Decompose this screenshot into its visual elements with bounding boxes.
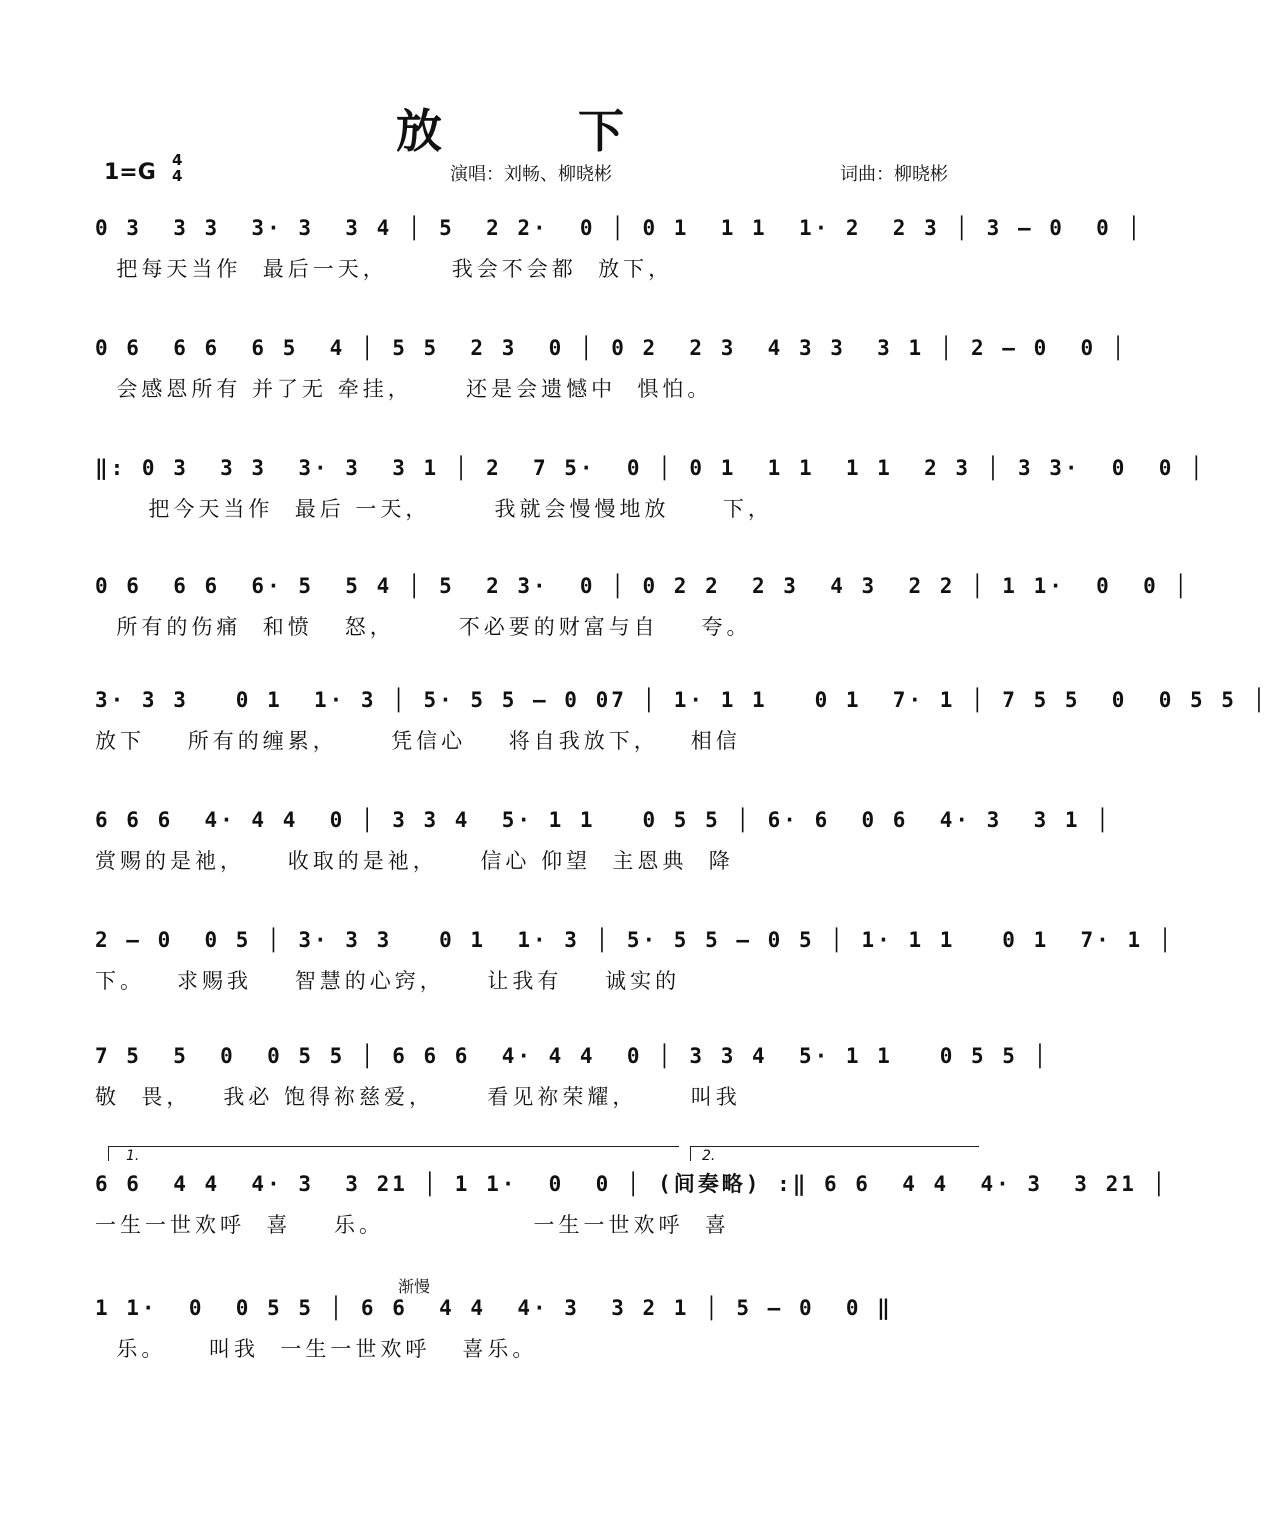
notation-line: 0 3 3 3 3· 3 3 4 │ 5 2 2· 0 │ 0 1 1 1 1· 2 2 3 │ 3 – 0 0 │ — [95, 216, 1144, 240]
time-signature — [172, 152, 182, 184]
notation-line: 3· 3 3 0 1 1· 3 │ 5· 5 5 – 0 07 │ 1· 1 1 0 1 7· 1 │ 7 5 5 0 0 5 5 │ — [95, 688, 1268, 712]
notation-line: 0 6 6 6 6 5 4 │ 5 5 2 3 0 │ 0 2 2 3 4 3 3 3 1 │ 2 – 0 0 │ — [95, 336, 1128, 360]
lyric-line: 所有的伤痛 和愤 怒， 不必要的财富与自 夸。 — [95, 615, 752, 639]
notation-line: 0 6 6 6 6· 5 5 4 │ 5 2 3· 0 │ 0 2 2 2 3 4 3 2 2 │ 1 1· 0 0 │ — [95, 574, 1191, 598]
notation-line: ‖: 0 3 3 3 3· 3 3 1 │ 2 7 5· 0 │ 0 1 1 1 1 1 2 3 │ 3 3· 0 0 │ — [95, 456, 1206, 480]
time-sig-top: 4 — [172, 151, 183, 169]
lyric-line: 乐。 叫我 一生一世欢呼 喜乐。 — [95, 1337, 538, 1361]
lyric-line: 把每天当作 最后一天， 我会不会都 放下， — [95, 257, 674, 281]
notation-line: 1 1· 0 0 5 5 │ 6 6 4 4 4· 3 3 2 1 │ 5 – 0 0 ‖ — [95, 1296, 893, 1320]
notation-line: 6 6 6 4· 4 4 0 │ 3 3 4 5· 1 1 0 5 5 │ 6· 6 0 6 4· 3 3 1 │ — [95, 808, 1112, 832]
song-title: 放 下 — [395, 104, 684, 158]
lyric-line: 放下 所有的缠累， 凭信心 将自我放下， 相信 — [95, 729, 741, 753]
second-ending-bracket — [690, 1146, 979, 1161]
notation-line: 6 6 4 4 4· 3 3 21 │ 1 1· 0 0 │ (间奏略) :‖ 6 6 4 4 4· 3 3 21 │ — [95, 1172, 1169, 1196]
time-sig-bottom: 4 — [172, 167, 183, 185]
lyric-line: 把今天当作 最后 一天， 我就会慢慢地放 下， — [95, 497, 773, 521]
lyric-line: 赏赐的是祂， 收取的是祂， 信心 仰望 主恩典 降 — [95, 849, 734, 873]
tempo-marking: 渐慢 — [398, 1277, 431, 1296]
notation-line: 7 5 5 0 0 5 5 │ 6 6 6 4· 4 4 0 │ 3 3 4 5· 1 1 0 5 5 │ — [95, 1044, 1050, 1068]
first-ending-label: 1. — [126, 1148, 140, 1164]
lyric-line: 下。 求赐我 智慧的心窍， 让我有 诚实的 — [95, 969, 681, 993]
lyric-line: 敬 畏， 我必 饱得祢慈爱， 看见祢荣耀， 叫我 — [95, 1085, 741, 1109]
second-ending-label: 2. — [702, 1148, 716, 1164]
key-signature: 1=G — [104, 160, 156, 185]
first-ending-bracket — [108, 1146, 679, 1161]
singer-credit: 演唱：刘畅、柳晓彬 — [450, 164, 612, 185]
composer-credit: 词曲：柳晓彬 — [840, 164, 948, 185]
notation-line: 2 – 0 0 5 │ 3· 3 3 0 1 1· 3 │ 5· 5 5 – 0 5 │ 1· 1 1 0 1 7· 1 │ — [95, 928, 1175, 952]
lyric-line: 一生一世欢呼 喜 乐。 一生一世欢呼 喜 — [95, 1213, 730, 1237]
lyric-line: 会感恩所有 并了无 牵挂， 还是会遗憾中 惧怕。 — [95, 377, 713, 401]
